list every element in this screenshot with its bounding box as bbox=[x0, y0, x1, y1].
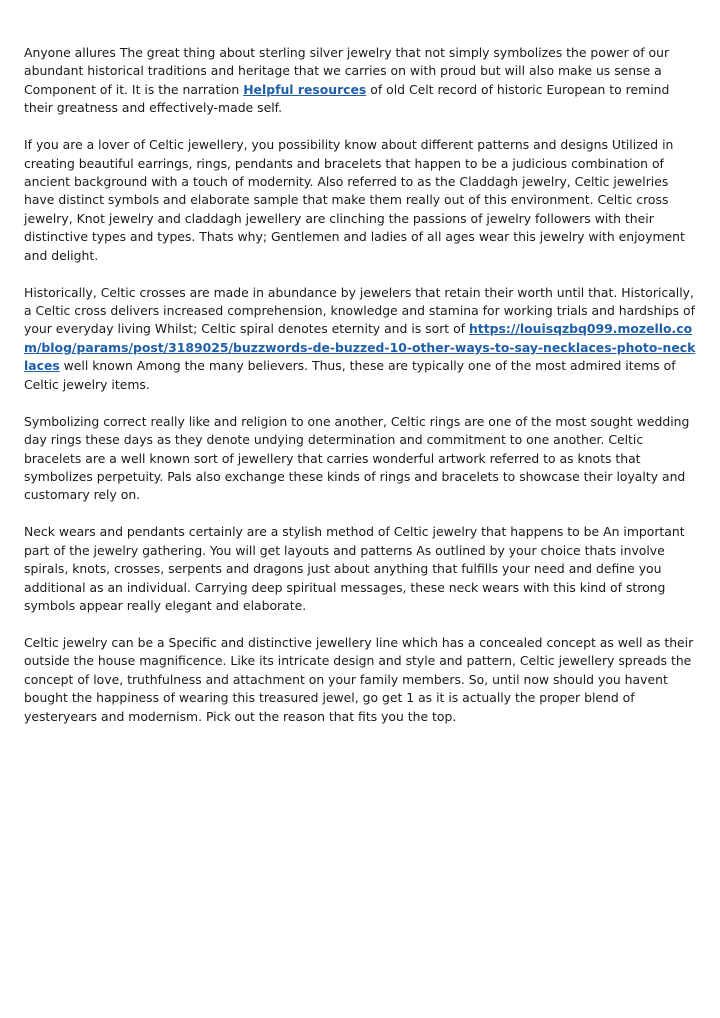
paragraph-5: Neck wears and pendants certainly are a stylish method of Celtic jewelry that happens to be An important part of the jewelry gathering. You will get layouts and patterns As outlined by your choice thats involve spirals, knots, crosses, serpents and dragons just about anything that fulfills your need and define you additional as an individual. Carrying deep spiritual messages, these neck wears with this kind of strong symbols appear really elegant and elaborate. bbox=[24, 524, 685, 613]
paragraph-1-text-after: of old Celt record of historic European to remind their greatness and effectively-made self. bbox=[24, 81, 670, 116]
paragraph-1-text-before: Anyone allures The great thing about sterling silver jewelry that not simply symbolizes the power of our abundant historical traditions and heritage that we carries on with proud but will also make us sense a Component of it. It is the narration bbox=[24, 45, 670, 97]
document-body bbox=[24, 44, 696, 745]
paragraph-2: If you are a lover of Celtic jewellery, you possibility know about different patterns and designs Utilized in creating beautiful earrings, rings, pendants and bracelets that happen to be a judicious combination of ancient background with a touch of modernity. Also referred to as the Claddagh jewelry, Celtic jewelries have distinct symbols and elaborate sample that make them really out of this environment. Celtic cross jewelry, Knot jewelry and claddagh jewellery are clinching the passions of jewelry followers with their distinctive types and types. Thats why; Gentlemen and ladies of all ages wear this jewelry with enjoyment and delight. bbox=[24, 137, 685, 263]
paragraph-3-text-after: well known Among the many believers. Thus, these are typically one of the most admired items of Celtic jewelry items. bbox=[24, 358, 676, 392]
paragraph-1 bbox=[24, 44, 696, 118]
paragraph-6: Celtic jewelry can be a Specific and distinctive jewellery line which has a concealed concept as well as their outside the house magnificence. Like its intricate design and style and pattern, Celtic jewellery spreads the concept of love, truthfulness and attachment on your family members. So, until now should you havent bought the happiness of wearing this treasured jewel, go get 1 as it is actually the proper blend of yesteryears and modernism. Pick out the reason that fits you the top. bbox=[24, 634, 694, 724]
paragraph-3 bbox=[24, 284, 696, 394]
paragraph-4: Symbolizing correct really like and religion to one another, Celtic rings are one of the most sought wedding day rings these days as they denote undying determination and commitment to one another. Celtic bracelets are a well known sort of jewellery that carries wonderful artwork referred to as knots that symbolizes perpetuity. Pals also exchange these kinds of rings and bracelets to showcase their loyalty and customary rely on. bbox=[24, 413, 690, 503]
paragraph-3-text-before: Historically, Celtic crosses are made in abundance by jewelers that retain their worth until that. Historically, a Celtic cross delivers increased comprehension, knowledge and stamina for working trials and hardships of your everyday living Whilst; Celtic spiral denotes eternity and is sort of bbox=[24, 284, 695, 337]
mozello-blog-link[interactable]: https://louisqzbq099.mozello.com/blog/params/post/3189025/buzzwords-de-buzzed-10-other-ways-to-say-necklaces-photo-necklaces bbox=[24, 321, 696, 374]
helpful-resources-link[interactable]: Helpful resources bbox=[243, 81, 367, 97]
